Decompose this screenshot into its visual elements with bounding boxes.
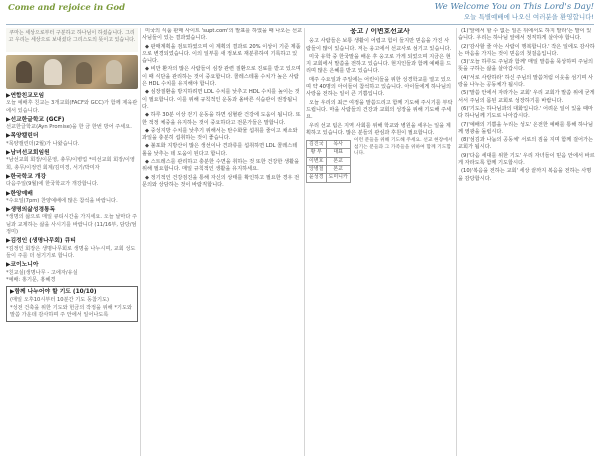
letter-paragraph: 미국 유학 중 한국말을 배운 후 웅고로 가게 되었으며 지금은 현지 교회에서 말씀을 전하고 있습니다. 현지인들과 함께 예배를 드리며 많은 은혜를 받고 있습니다.	[306, 53, 452, 75]
bulletin-header	[0, 0, 600, 26]
reflection-paragraph: (3)'오늘 하루도 주님과 함께' 매일 말씀을 묵상하며 주님의 뜻을 구하는 삶을 살아갑시다.	[458, 59, 593, 73]
missionary-column	[306, 28, 454, 456]
roster-cell: 목사	[326, 141, 350, 149]
announcement-body: *수요일(7pm) 찬양예배에 많은 참석을 바랍니다.	[6, 197, 118, 204]
congregation-photo	[6, 55, 138, 89]
announcement-title: ▶남녀선교회임원	[6, 150, 50, 157]
roster-cell: 대표	[326, 149, 350, 157]
header-welcome	[435, 2, 594, 21]
reflection-paragraph: (4)'서로 사랑하라' 하신 주님의 말씀처럼 이웃을 섬기며 사랑을 나누는 공동체가 됩시다.	[458, 74, 593, 89]
article-body	[142, 28, 302, 189]
announcement-body: *김정인 회장은 생명나무회로 생명을 나누시며, 교회 성도들이 주를 더 섬기기로 합니다.	[6, 245, 136, 259]
announcements-column	[6, 28, 138, 456]
announcement-body: 다음주일(9월)에 한국학교가 개강합니다.	[6, 181, 99, 188]
article-paragraph: ◆ 중성지방 수치를 낮추기 위해서는 탄수화물 섭취를 줄이고 채소와 과일을 충분히 섭취하는 것이 좋습니다.	[142, 127, 298, 142]
article-paragraph: ◆ 스트레스를 관리하고 충분한 수면을 취하는 것 또한 건강한 생활을 위해 필요합니다. 매일 규칙적인 생활을 유지하세요.	[142, 159, 300, 173]
announcement-item	[6, 262, 138, 284]
article-column	[142, 28, 302, 456]
article-paragraph: ◆ 판매계획을 검토하였으며 이 계획의 결과로 20% 이상이 기준 제품으로 변경되었습니다. 이의 일부를 새 정보로 재분류하여 기록하고 있습니다.	[142, 43, 301, 65]
reflection-paragraph: (6)'기도는 하나님과의 대화입니다.' 어려운 일이 있을 때마다 하나님께 기도로 나아갑시다.	[458, 105, 593, 120]
roster-cell: 도미니카	[326, 174, 350, 182]
announcement-body: 선교한글학교(Ayn Promise)을 한 금 한번 방어 주세요.	[6, 124, 132, 131]
prayer-box	[6, 286, 138, 322]
header-divider	[6, 24, 594, 25]
missionary-roster	[306, 140, 351, 182]
prayer-body: (매일 오후10시부터 10분간 기도 동참기도) *성전 건축을 위한 기도와 헌금의 작정을 위해 *기도와 말씀 가운데 감사하며 주 안에서 일어나도록	[10, 297, 132, 319]
announcement-item	[6, 117, 138, 132]
column-divider	[456, 28, 457, 456]
announcement-title: ▶생명의삶성경통독	[6, 207, 56, 214]
photo-figure	[44, 59, 62, 85]
article-paragraph: ◆ 정기적인 건강검진을 통해 자신의 상태를 확인하고 필요한 경우 전문의와 상담하는 것이 바람직합니다.	[142, 174, 300, 188]
reflection-paragraph: (8)'섬김과 나눔의 공동체' 서로의 짐을 지며 함께 걸어가는 교회가 됩시다.	[458, 137, 593, 151]
roster-row	[307, 174, 351, 182]
column-divider	[304, 28, 305, 456]
announcement-body: *친교실(생명나무 - 고에자/유실 *예배: 홍기문, 홍혜경	[6, 269, 78, 283]
prayer-title: ▶함께 나누어야 할 기도 (10/10)	[10, 289, 97, 296]
reflection-paragraph: (9)'다음 세대를 위한 기도' 우리 자녀들이 믿음 안에서 바르게 자라도록 함께 기도합시다.	[458, 152, 595, 167]
announcement-title: ▶한앙예배	[6, 190, 33, 197]
roster-cell: 본교	[326, 166, 350, 174]
announcement-body: *남선교회 회장/이문영, 총무/이병업 *여선교회 회장/이영희, 총무/이정연 회계/김미경, 서기/박미자	[6, 157, 135, 171]
photo-figure	[16, 61, 32, 83]
letter-paragraph: 매주 수요일과 주일에는 어린이들을 위한 성경학교를 열고 있으며 약 40명의 아이들이 참석하고 있습니다. 아이들에게 하나님의 사랑을 전하는 일이 큰 기쁨입니다.	[306, 76, 452, 98]
announcement-item	[6, 150, 138, 172]
announcement-title: ▶연합친교모임	[6, 93, 45, 99]
article-paragraph: ◆ 심장질환을 방지하려면 LDL 수치를 낮추고 HDL 수치를 높이는 것이 필요합니다. 이를 위해 규칙적인 운동과 올바른 식습관이 권장됩니다.	[142, 89, 300, 110]
roster-cell: 앙병철	[307, 166, 327, 174]
article-paragraph: ◆ 비만 환자의 많은 사람들이 심장 관련 질환으로 진료를 받고 있으며 이 때 식단을 관리하는 것이 중요합니다. 콜레스테롤 수치가 높은 사람은 HDL 수치를 유지해야 합니다.	[142, 66, 301, 88]
roster-note: 이런 분들을 위해 기도해 주세요. 선교 현장에서 섬기는 분들과 그 가족들을 위하여 함께 기도합니다.	[353, 138, 453, 156]
roster-cell: 이변호	[307, 157, 327, 165]
missionary-title: 웅고 / 이변호선교사	[350, 28, 410, 35]
roster-row	[307, 157, 351, 165]
announcement-item	[6, 93, 138, 115]
roster-row	[307, 149, 351, 157]
roster-row	[307, 141, 351, 149]
announcement-title: ▶코이노니아	[6, 262, 39, 269]
announcement-item	[6, 207, 138, 236]
letter-paragraph: 우리 선교 팀은 지역 사회를 위해 학교와 병원을 세우는 일을 계획하고 있습니다. 많은 분들의 관심과 후원이 필요합니다.	[306, 122, 451, 136]
reflection-paragraph: (10)'복음을 전하는 교회' 세상 끝까지 복음을 전하는 사명을 감당합시다.	[458, 168, 592, 182]
announcement-body: *목양캘린더(2월)가 나왔습니다.	[6, 140, 80, 147]
announcement-body: 오늘 예배후 친교는 3개교회(FACF와 GCC)가 함께 제육관에서 있습니다.	[6, 100, 138, 114]
missionary-letter	[306, 38, 454, 137]
column-divider	[140, 28, 141, 456]
announcement-list	[6, 93, 138, 284]
reflection-paragraph: (5)'말씀 안에서 자라가는 교회' 우리 교회가 말씀 위에 굳게 서서 주님의 몸된 교회로 성장하기를 바랍니다.	[458, 90, 595, 104]
header-motto: Come and rejoice in God	[8, 3, 126, 13]
announcement-title: ▶선교한글학교 (GCF)	[6, 116, 65, 123]
announcement-item	[6, 133, 138, 148]
photo-figure	[76, 62, 92, 84]
photo-figure	[106, 60, 122, 84]
article-paragraph: 미국의 식품 판매 사이트 'supt.com'의 발표를 하였을 때 나오는 선교사님들이 있는 결과였습니다.	[142, 28, 302, 42]
reflection-paragraph: (7)'예배의 기쁨을 누리는 성도' 온전한 예배를 통해 하나님께 영광을 돌립시다.	[458, 121, 593, 135]
article-paragraph: ◆ 불포화 지방산이 많은 생선이나 견과류를 섭취하면 LDL 콜레스테롤을 낮추는 데 도움이 된다고 합니다.	[142, 143, 298, 157]
reflections-column	[458, 28, 596, 456]
roster-cell: 윤성경	[307, 174, 327, 182]
announcement-title: ▶한국학교 개강	[6, 173, 47, 180]
reflections-list	[458, 28, 596, 183]
article-paragraph: ◆ 하루 30분 이상 걷기 운동을 하면 심혈관 건강에 도움이 됩니다. 또한 적정 체중을 유지하는 것이 중요하다고 전문가들은 말합니다.	[142, 112, 301, 126]
roster-cell: 본교	[326, 157, 350, 165]
announcement-item	[6, 191, 138, 206]
announcement-title: ▶김정인 (생명나무회) 큐티	[6, 238, 76, 245]
announcement-title: ▶목양캘린더	[6, 133, 39, 140]
roster-row	[307, 166, 351, 174]
verse-box: 쿠마는 세상으로부터 구분하고 하나님이 하셨습니다. 그리고 우리는 세상으로 보내셨다 그리스도의 뜻이고 있습니다.	[6, 28, 138, 52]
letter-paragraph: 웅고 사람들은 보통 생활이 어렵고 힘이 들지만 믿음을 가진 사람들이 많이 있습니다. 저는 웅고에서 선교사로 섬기고 있습니다.	[306, 38, 452, 52]
welcome-english: We Welcome You on This Lord's Day!	[434, 2, 594, 12]
roster-section	[306, 138, 454, 182]
roster-cell: 김진국	[307, 141, 327, 149]
announcement-item	[6, 238, 138, 260]
reflection-paragraph: (2)'감사할 줄 아는 사람이 행복합니다.' 작은 일에도 감사하는 마음을 가지는 것이 믿음의 첫걸음입니다.	[458, 43, 595, 57]
announcement-body: *생명의 삶으로 매일 큐티시간을 가지세요. 오늘 날마다 주님과 교제하는 삶을 사시기를 바랍니다 (11/16부, 담당/엄정미)	[6, 214, 138, 236]
reflection-paragraph: (1)'앞에서 할 수 없는 일은 뒤에서도 하지 말라'는 말이 있습니다. 우리는 하나님 앞에서 정직하게 살아야 합니다.	[458, 28, 592, 42]
welcome-korean: 오늘 특별예배에 나오신 여러분을 환영합니다!	[463, 13, 594, 21]
announcement-item	[6, 174, 138, 189]
roster-cell: 황 부	[307, 149, 327, 157]
letter-paragraph: 오늘 우리의 최근 여정을 말씀드리고 함께 기도해 주시기를 부탁드립니다. 마을 사람들의 건강과 교회의 성장을 위해 기도해 주세요.	[306, 99, 453, 121]
